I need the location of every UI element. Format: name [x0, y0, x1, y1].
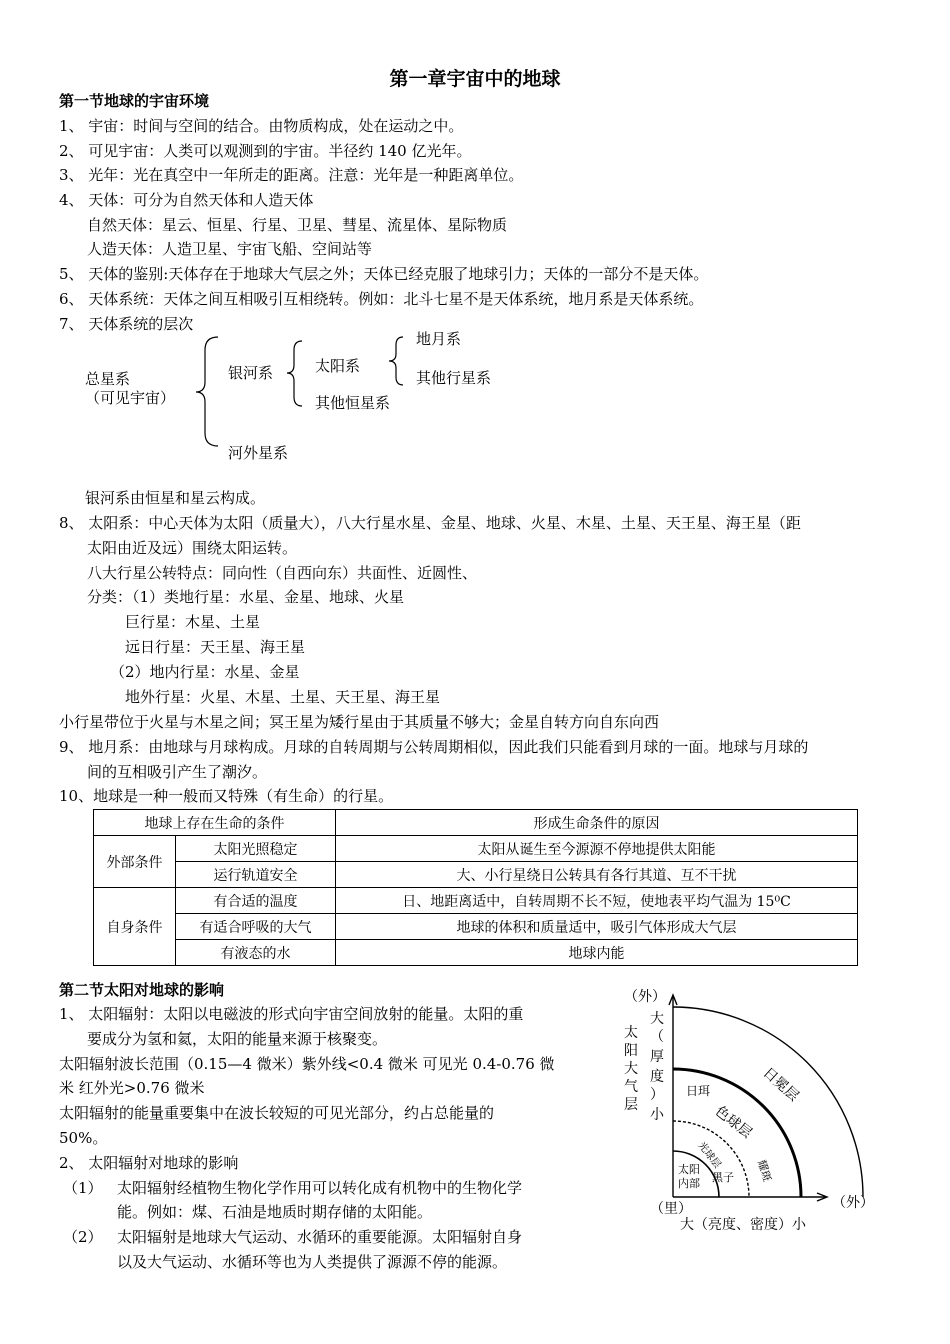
hier-root-note: （可见宇宙）: [85, 389, 176, 407]
hier-earth-moon: 地月系: [416, 330, 462, 348]
s2-line: 太阳辐射是地球大气运动、水循环的重要能源。太阳辐射自身: [117, 1228, 523, 1246]
s2-line: 太阳辐射波长范围（0.15—4 微米）紫外线<0.4 微米 可见光 0.4-0.76 微: [59, 1055, 555, 1073]
diag-thick-char: （: [650, 1029, 664, 1045]
milky-way-note: 银河系由恒星和星云构成。: [85, 489, 266, 507]
item-9: 9、 地月系：由地球与月球构成。月球的自转周期与公转周期相似，因此我们只能看到月球的一面。地球与月球的: [59, 738, 809, 756]
diag-outer-top: （外）: [624, 989, 666, 1005]
s2-line: 以及大气运动、水循环等也为人类提供了源源不停的能源。: [117, 1253, 508, 1271]
hier-extragalactic: 河外星系: [228, 444, 289, 462]
table-cell: 有合适的温度: [176, 888, 336, 914]
diag-title-char: 气: [624, 1079, 638, 1095]
hierarchy-braces: [0, 0, 950, 500]
diag-title-char: 层: [624, 1097, 638, 1113]
inferior-planets: （2）地内行星：水星、金星: [110, 663, 300, 681]
table-cell: 地球的体积和质量适中，吸引气体形成大气层: [336, 914, 858, 940]
superior-planets: 地外行星：火星、木星、土星、天王星、海王星: [125, 688, 441, 706]
diag-interior: 太阳: [678, 1163, 700, 1176]
natural-bodies: 自然天体：星云、恒星、行星、卫星、彗星、流星体、星际物质: [87, 216, 508, 234]
item-6: 6、 天体系统：天体之间互相吸引互相绕转。例如：北斗七星不是天体系统，地月系是天体系统。: [59, 290, 704, 308]
table-row: [94, 940, 858, 966]
group-label-external: 外部条件: [94, 836, 176, 888]
ice-giants: 远日行星：天王星、海王星: [125, 638, 306, 656]
diag-thick-char: 厚: [650, 1049, 664, 1065]
hier-other-stars: 其他恒星系: [315, 394, 391, 412]
item-5: 5、 天体的鉴别:天体存在于地球大气层之外；天体已经克服了地球引力；天体的一部分不是天体。: [59, 265, 709, 283]
item-2: 2、 可见宇宙：人类可以观测到的宇宙。半径约 140 亿光年。: [59, 142, 472, 160]
diag-title-char: 大: [624, 1061, 638, 1077]
table-header-cell: 地球上存在生命的条件: [94, 810, 336, 836]
diag-chromosphere: 色球层: [711, 1103, 755, 1142]
table-cell: 太阳从诞生至今源源不停地提供太阳能: [336, 836, 858, 862]
table-cell: 大、小行星绕日公转具有各行其道、互不干扰: [336, 862, 858, 888]
diag-title-char: 太: [624, 1025, 638, 1041]
orbit-features: 八大行星公转特点：同向性（自西向东）共面性、近圆性、: [87, 564, 478, 582]
diag-prominence: 日珥: [686, 1084, 711, 1098]
diag-corona: 日冕层: [759, 1064, 802, 1105]
item-3: 3、 光年：光在真空中一年所走的距离。注意：光年是一种距离单位。: [59, 166, 524, 184]
s2-num: （2）: [63, 1228, 103, 1246]
table-row: [94, 836, 858, 862]
diag-small: 小: [650, 1107, 664, 1123]
diag-thick-char: ）: [650, 1087, 664, 1103]
page-title: 第一章宇宙中的地球: [389, 68, 561, 90]
s2-line: 米 红外光>0.76 微米: [59, 1079, 205, 1097]
life-conditions-table: [93, 809, 858, 966]
table-row: [94, 914, 858, 940]
diag-title-char: 阳: [624, 1043, 638, 1059]
diag-spots: 黑子: [712, 1171, 734, 1184]
s2-line: 1、 太阳辐射：太阳以电磁波的形式向宇宙空间放射的能量。太阳的重: [59, 1005, 524, 1023]
table-header-cell: 形成生命条件的原因: [336, 810, 858, 836]
table-row: [94, 862, 858, 888]
hier-other-planets: 其他行星系: [416, 369, 492, 387]
table-cell: 日、地距离适中，自转周期不长不短，使地表平均气温为 15⁰C: [336, 888, 858, 914]
s2-line: 太阳辐射的能量重要集中在波长较短的可见光部分，约占总能量的: [59, 1104, 495, 1122]
s2-num: （1）: [63, 1179, 103, 1197]
table-header-row: [94, 810, 858, 836]
item-8: 8、 太阳系：中心天体为太阳（质量大），八大行星水星、金星、地球、火星、木星、土星、天王星、海王星（距: [59, 514, 801, 532]
table-cell: 运行轨道安全: [176, 862, 336, 888]
section1-heading: 第一节地球的宇宙环境: [59, 92, 210, 110]
table-cell: 有液态的水: [176, 940, 336, 966]
s2-line: 50%。: [59, 1129, 108, 1147]
item-4: 4、 天体：可分为自然天体和人造天体: [59, 191, 314, 209]
sun-atmosphere-diagram: [620, 985, 905, 1235]
s2-line: 太阳辐射经植物生物化学作用可以转化成有机物中的生物化学: [117, 1179, 523, 1197]
table-cell: 地球内能: [336, 940, 858, 966]
diag-big: 大: [650, 1011, 664, 1027]
s2-line: 能。例如：煤、石油是地质时期存储的太阳能。: [117, 1203, 433, 1221]
group-label-internal: 自身条件: [94, 888, 176, 966]
s2-line: 2、 太阳辐射对地球的影响: [59, 1154, 239, 1172]
classification: 分类：（1）类地行星：水星、金星、地球、火星: [87, 588, 405, 606]
item-10: 10、地球是一种一般而又特殊（有生命）的行星。: [59, 787, 394, 805]
diag-thick-char: 度: [650, 1069, 664, 1085]
item-1: 1、 宇宙：时间与空间的结合。由物质构成，处在运动之中。: [59, 117, 464, 135]
table-cell: 有适合呼吸的大气: [176, 914, 336, 940]
item-8-cont: 太阳由近及远）围绕太阳运转。: [87, 539, 298, 557]
diag-inner: （里）: [650, 1201, 692, 1217]
hier-solar: 太阳系: [315, 357, 361, 375]
asteroid-belt: 小行星带位于火星与木星之间；冥王星为矮行星由于其质量不够大；金星自转方向自东向西: [59, 713, 660, 731]
diag-interior: 内部: [678, 1177, 700, 1190]
diag-photosphere: 光球层: [695, 1140, 723, 1171]
diag-bottom-axis: 大（亮度、密度）小: [680, 1217, 806, 1233]
item-7: 7、 天体系统的层次: [59, 315, 194, 333]
hier-milky-way: 银河系: [228, 364, 274, 382]
diag-flares: 耀斑: [754, 1158, 774, 1184]
giant-planets: 巨行星：木星、土星: [125, 613, 261, 631]
diag-outer-right: （外）: [832, 1195, 874, 1211]
section2-heading: 第二节太阳对地球的影响: [59, 981, 225, 999]
s2-line: 要成分为氢和氦，太阳的能量来源于核聚变。: [87, 1030, 388, 1048]
table-row: [94, 888, 858, 914]
artificial-bodies: 人造天体：人造卫星、宇宙飞船、空间站等: [87, 240, 373, 258]
hier-root: 总星系: [85, 370, 131, 388]
item-9-cont: 间的互相吸引产生了潮汐。: [87, 763, 268, 781]
table-cell: 太阳光照稳定: [176, 836, 336, 862]
